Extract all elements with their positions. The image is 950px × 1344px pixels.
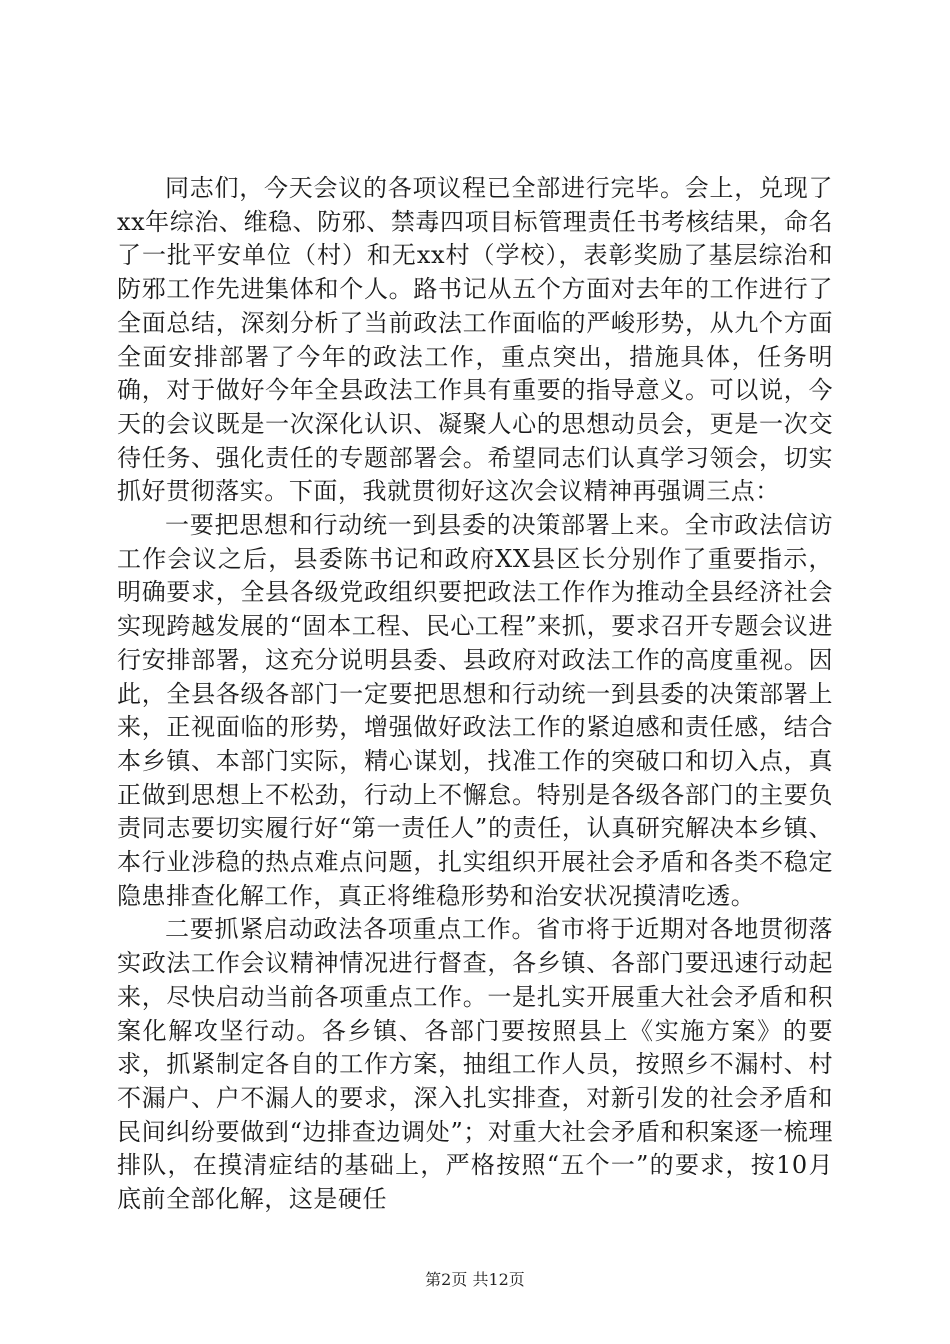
paragraph-2: 一要把思想和行动统一到县委的决策部署上来。全市政法信访工作会议之后，县委陈书记和政府XX县区长分别作了重要指示，明确要求，全县各级党政组织要把政法工作作为推动全县经济社会实现跨越发展的“固本工程、民心工程”来抓，要求召开专题会议进行安排部署，这充分说明县委、县政府对政法工作的高度重视。因此，全县各级各部门一定要把思想和行动统一到县委的决策部署上来，正视面临的形势，增强做好政法工作的紧迫感和责任感，结合本乡镇、本部门实际，精心谋划，找准工作的突破口和切入点，真正做到思想上不松劲，行动上不懈怠。特别是各级各部门的主要负责同志要切实履行好“第一责任人”的责任，认真研究解决本乡镇、本行业涉稳的热点难点问题，扎实组织开展社会矛盾和各类不稳定隐患排查化解工作，真正将维稳形势和治安状况摸清吃透。 [117, 511, 833, 910]
paragraph-3: 二要抓紧启动政法各项重点工作。省市将于近期对各地贯彻落实政法工作会议精神情况进行督查，各乡镇、各部门要迅速行动起来，尽快启动当前各项重点工作。一是扎实开展重大社会矛盾和积案化解攻坚行动。各乡镇、各部门要按照县上《实施方案》的要求，抓紧制定各自的工作方案，抽组工作人员，按照乡不漏村、村不漏户、户不漏人的要求，深入扎实排查，对新引发的社会矛盾和民间纠纷要做到“边排查边调处”；对重大社会矛盾和积案逐一梳理排队，在摸清症结的基础上，严格按照“五个一”的要求，按10月底前全部化解，这是硬任 [117, 915, 833, 1214]
paragraph-1: 同志们，今天会议的各项议程已全部进行完毕。会上，兑现了xx年综治、维稳、防邪、禁毒四项目标管理责任书考核结果，命名了一批平安单位（村）和无xx村（学校），表彰奖励了基层综治和防邪工作先进集体和个人。路书记从五个方面对去年的工作进行了全面总结，深刻分析了当前政法工作面临的严峻形势，从九个方面全面安排部署了今年的政法工作，重点突出，措施具体，任务明确，对于做好今年全县政法工作具有重要的指导意义。可以说，今天的会议既是一次深化认识、凝聚人心的思想动员会，更是一次交待任务、强化责任的专题部署会。希望同志们认真学习领会，切实抓好贯彻落实。下面，我就贯彻好这次会议精神再强调三点： [117, 174, 833, 506]
page-footer [0, 1270, 950, 1290]
document-body [117, 172, 833, 1217]
page-number-label: 第2页 共12页 [425, 1270, 525, 1289]
